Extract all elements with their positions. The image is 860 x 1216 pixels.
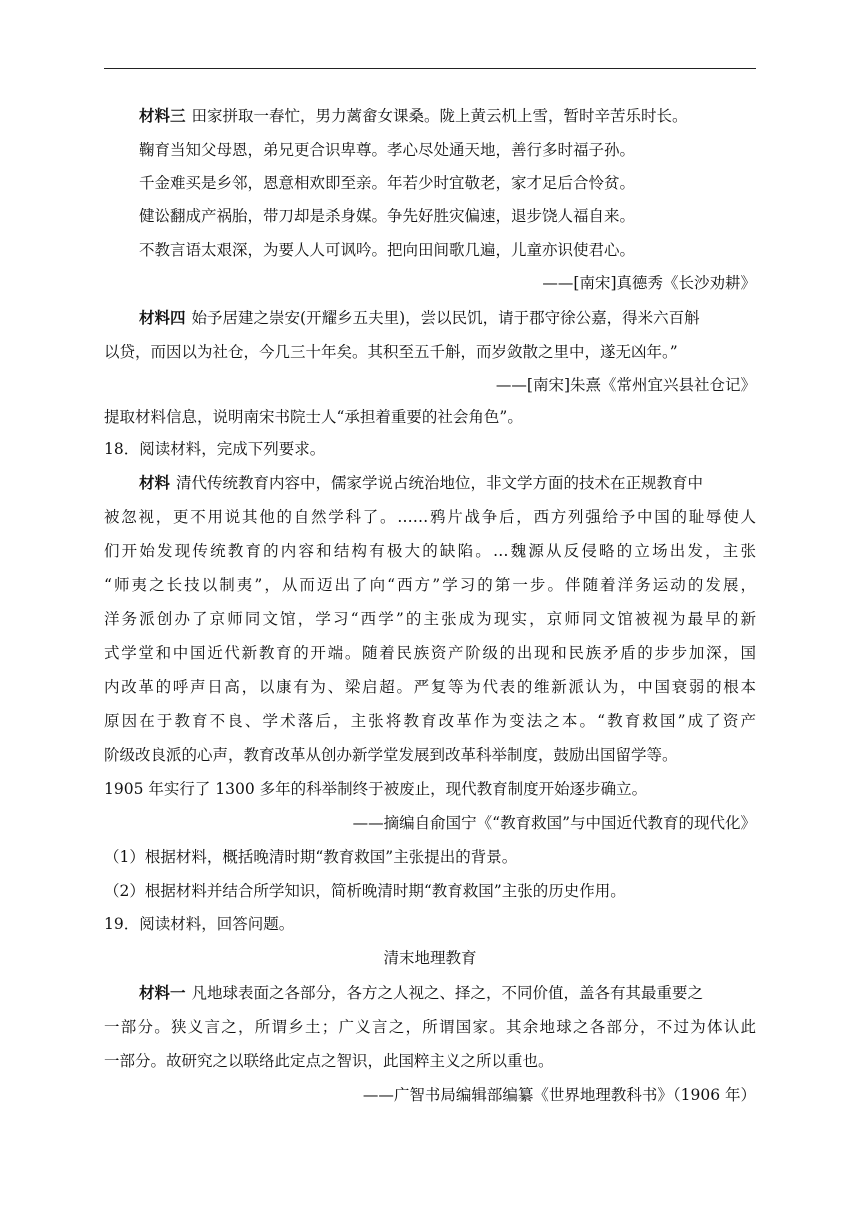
material-3-line-1: 材料三 田家拼取一春忙，男力蓠畲女课桑。陇上黄云机上雪，暂时辛苦乐时长。 (139, 106, 688, 125)
question-19-source: ——广智书局编辑部编纂《世界地理教科书》（1906 年） (362, 1086, 756, 1104)
material-3-line-2: 鞠育当知父母恩，弟兄更合识卑尊。孝心尽处通天地，善行多时福子孙。 (139, 141, 636, 159)
question-18-source: ——摘编自俞国宁《“教育救国”与中国近代教育的现代化》 (352, 814, 756, 832)
question-18-heading: 18．阅读材料，完成下列要求。 (104, 440, 326, 458)
material-3-line-5: 不教言语太艰深，为要人人可讽吟。把向田间歌几遍，儿童亦识使君心。 (139, 241, 636, 259)
material-3-line-4: 健讼翻成产祸胎，带刀却是杀身媒。争先好胜灾偏速，退步饶人福自来。 (139, 207, 636, 225)
material-3-source: ——[南宋]真德秀《长沙劝耕》 (542, 274, 756, 292)
question-18-line-4: “师夷之长技以制夷”，从而迈出了向“西方”学习的第一步。伴随着洋务运动的发展， (104, 576, 756, 594)
question-18-line-9: 阶级改良派的心声，教育改革从创办新学堂发展到改革科举制度，鼓励出国留学等。 (104, 746, 678, 764)
question-18-line-6: 式学堂和中国近代新教育的开端。随着民族资产阶级的出现和民族矛盾的步步加深，国 (104, 644, 756, 662)
question-18-line-2: 被忽视，更不用说其他的自然学科了。……鸦片战争后，西方列强给予中国的耻辱使人 (104, 508, 756, 526)
question-18-material-label: 材料 (139, 473, 171, 492)
question-19-material-label: 材料一 (139, 983, 186, 1002)
question-18-line-1: 材料 清代传统教育内容中，儒家学说占统治地位，非文学方面的技术在正规教育中 (139, 473, 704, 492)
material-4-line-2: 以贷，而因以为社仓，今几三十年矣。其积至五千斛，而岁敛散之里中，遂无凶年。” (104, 343, 678, 361)
question-19-line-2: 一部分。狭义言之，所谓乡土；广义言之，所谓国家。其余地球之各部分，不过为体认此 (104, 1018, 756, 1036)
question-19-line-3: 一部分。故研究之以联络此定点之智识，此国粹主义之所以重也。 (104, 1052, 554, 1070)
material-4-source: ——[南宋]朱熹《常州宜兴县社仓记》 (495, 376, 756, 394)
question-19-heading: 19．阅读材料，回答问题。 (104, 915, 295, 933)
material-3-label: 材料三 (139, 106, 186, 125)
material-4-line-1: 材料四 始予居建之崇安(开耀乡五夫里)，尝以民饥，请于郡守徐公嘉，得米六百斛 (139, 308, 700, 327)
question-18-line-10: 1905 年实行了 1300 多年的科举制终于被废止，现代教育制度开始逐步确立。 (104, 780, 648, 798)
material-4-label: 材料四 (139, 308, 186, 327)
question-19-line-1: 材料一 凡地球表面之各部分，各方之人视之、择之，不同价值，盖各有其最重要之 (139, 983, 704, 1002)
question-18-line-8: 原因在于教育不良、学术落后，主张将教育改革作为变法之本。“教育救国”成了资产 (104, 712, 756, 730)
question-18-line-3: 们开始发现传统教育的内容和结构有极大的缺陷。…魏源从反侵略的立场出发，主张 (104, 542, 756, 560)
question-18-line-7: 内改革的呼声日高，以康有为、梁启超。严复等为代表的维新派认为，中国衰弱的根本 (104, 678, 756, 696)
material-3-line-3: 千金难买是乡邻，恩意相欢即至亲。年若少时宜敬老，家才足后合怜贫。 (139, 174, 636, 192)
question-18-sub-1: （1）根据材料，概括晚清时期“教育救国”主张提出的背景。 (104, 848, 518, 866)
question-18-line-5: 洋务派创办了京师同文馆，学习“西学”的主张成为现实，京师同文馆被视为最早的新 (104, 610, 756, 628)
question-18-sub-2: （2）根据材料并结合所学知识，简析晚清时期“教育救国”主张的历史作用。 (104, 882, 626, 900)
header-rule (104, 68, 756, 69)
question-19-title: 清末地理教育 (383, 949, 477, 967)
question-17-task: 提取材料信息，说明南宋书院士人“承担着重要的社会角色”。 (104, 408, 523, 426)
